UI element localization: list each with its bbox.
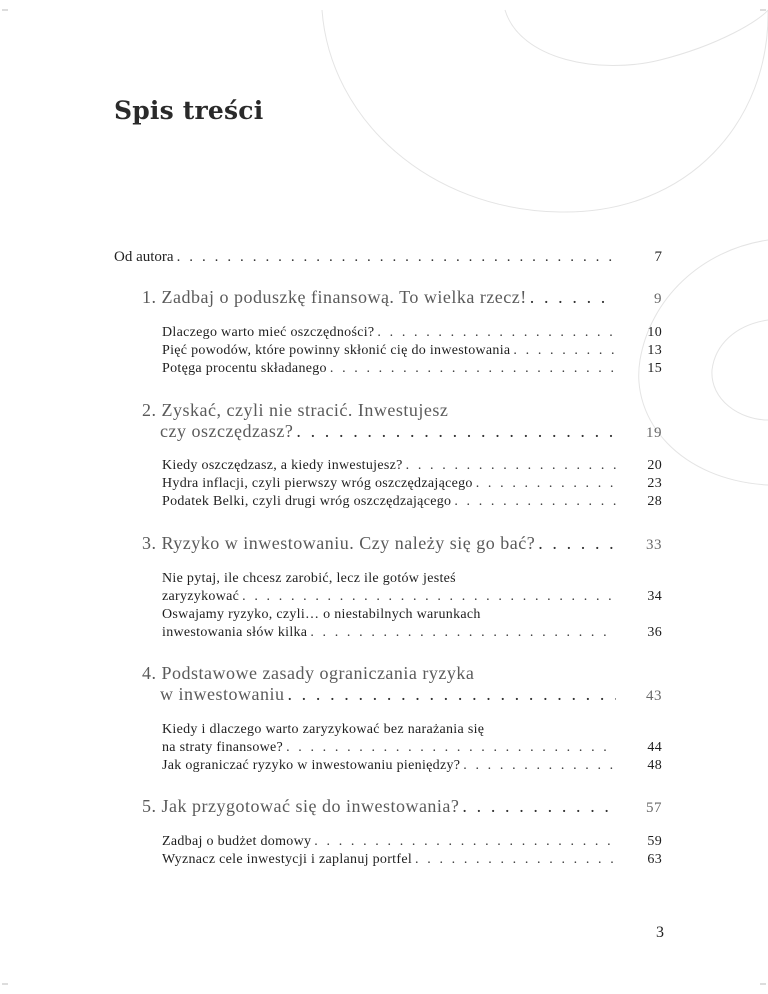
toc-chapter-2 xyxy=(160,421,662,442)
section-page: 34 xyxy=(647,589,662,604)
leader-dots xyxy=(538,533,616,554)
toc-chapter-5 xyxy=(142,796,662,817)
leader-dots xyxy=(463,758,616,774)
chapter-page: 33 xyxy=(646,537,662,553)
toc-section xyxy=(162,589,662,605)
section-label: inwestowania słów kilka xyxy=(162,625,308,640)
section-label: Podatek Belki, czyli drugi wróg oszczędzającego xyxy=(162,494,452,509)
section-page: 23 xyxy=(647,476,662,491)
section-label: Hydra inflacji, czyli pierwszy wróg oszczędzającego xyxy=(162,476,473,491)
leader-dots xyxy=(287,684,616,705)
section-page: 28 xyxy=(647,494,662,509)
leader-dots xyxy=(330,361,616,377)
leader-dots xyxy=(242,589,616,605)
leader-dots xyxy=(415,852,616,868)
section-page: 36 xyxy=(647,625,662,640)
section-label: na straty finansowe? xyxy=(162,740,284,755)
leader-dots xyxy=(462,796,616,817)
section-page: 10 xyxy=(647,325,662,340)
section-label: Dlaczego warto mieć oszczędności? xyxy=(162,325,375,340)
section-page: 20 xyxy=(647,458,662,473)
chapter-page: 19 xyxy=(646,425,662,441)
section-label: Kiedy oszczędzasz, a kiedy inwestujesz? xyxy=(162,458,403,473)
chapter-label: w inwestowaniu xyxy=(160,684,285,704)
toc-section xyxy=(162,343,662,359)
toc-section xyxy=(162,458,662,474)
toc-section xyxy=(162,476,662,492)
section-label: zaryzykować xyxy=(162,589,240,604)
section-label-line1: Kiedy i dlaczego warto zaryzykować bez narażania się xyxy=(162,722,485,737)
toc-entry-foreword xyxy=(114,249,662,266)
chapter-label: czy oszczędzasz? xyxy=(160,421,294,441)
leader-dots xyxy=(454,494,616,510)
section-page: 44 xyxy=(647,740,662,755)
section-label: Potęga procentu składanego xyxy=(162,361,327,376)
section-label: Pięć powodów, które powinny skłonić cię do inwestowania xyxy=(162,343,511,358)
toc-section xyxy=(162,625,662,641)
leader-dots xyxy=(377,325,616,341)
section-page: 15 xyxy=(647,361,662,376)
toc-section xyxy=(162,494,662,510)
toc-section xyxy=(162,834,662,850)
leader-dots xyxy=(286,740,616,756)
toc-entry-page: 7 xyxy=(654,249,662,265)
section-label: Jak ograniczać ryzyko w inwestowaniu pieniędzy? xyxy=(162,758,461,773)
chapter-label: 5. Jak przygotować się do inwestowania? xyxy=(142,796,460,816)
chapter-label-line1: 4. Podstawowe zasady ograniczania ryzyka xyxy=(142,663,475,683)
toc-entry-label: Od autora xyxy=(114,249,174,265)
chapter-label: 1. Zadbaj o poduszkę finansową. To wielka rzecz! xyxy=(142,287,527,307)
toc-section xyxy=(162,361,662,377)
section-page: 63 xyxy=(647,852,662,867)
section-page: 59 xyxy=(647,834,662,849)
toc-section xyxy=(162,740,662,756)
chapter-page: 57 xyxy=(646,800,662,816)
leader-dots xyxy=(296,421,616,442)
chapter-page: 9 xyxy=(654,291,662,307)
leader-dots xyxy=(513,343,616,359)
toc-section xyxy=(162,325,662,341)
section-page: 48 xyxy=(647,758,662,773)
chapter-label: 3. Ryzyko w inwestowaniu. Czy należy się go bać? xyxy=(142,533,536,553)
leader-dots xyxy=(314,834,616,850)
page-title: Spis treści xyxy=(114,96,264,125)
leader-dots xyxy=(310,625,616,641)
leader-dots xyxy=(406,458,616,474)
toc-section xyxy=(162,758,662,774)
section-label-line1: Oswajamy ryzyko, czyli… o niestabilnych warunkach xyxy=(162,607,481,622)
leader-dots xyxy=(476,476,616,492)
toc-chapter-4 xyxy=(160,684,662,705)
section-label: Zadbaj o budżet domowy xyxy=(162,834,312,849)
chapter-page: 43 xyxy=(646,688,662,704)
toc-section xyxy=(162,852,662,868)
section-label: Wyznacz cele inwestycji i zaplanuj portfel xyxy=(162,852,413,867)
page-number: 3 xyxy=(656,924,664,941)
leader-dots xyxy=(530,287,616,308)
toc-chapter-3 xyxy=(142,533,662,554)
section-page: 13 xyxy=(647,343,662,358)
chapter-label-line1: 2. Zyskać, czyli nie stracić. Inwestujesz xyxy=(142,400,449,420)
toc-chapter-1 xyxy=(142,287,662,308)
section-label-line1: Nie pytaj, ile chcesz zarobić, lecz ile gotów jesteś xyxy=(162,571,456,586)
leader-dots xyxy=(177,249,616,266)
